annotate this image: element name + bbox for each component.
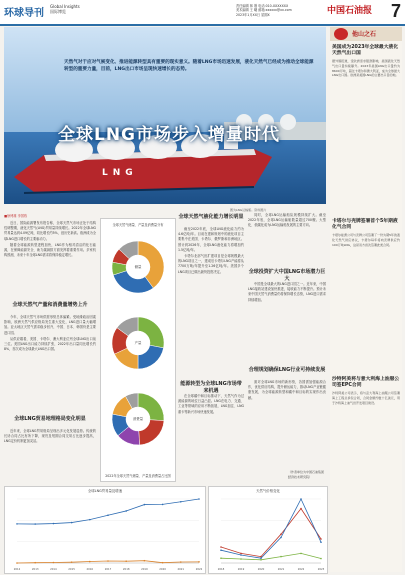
- x-tick-label: 2021: [177, 568, 185, 571]
- byline: ■徐博雄 李国栋: [4, 214, 28, 218]
- sidebar-banner: [330, 27, 402, 41]
- paragraph: 在全球碳中和目标推动下，天然气作为过渡能源的地位日益凸显。LNG在电力、交通、工业等领域的应用不断拓展，LNG加注、LNG重卡等新兴市场快速发展。: [178, 394, 244, 414]
- data-point: [180, 501, 182, 503]
- data-point: [280, 533, 282, 535]
- data-point: [260, 557, 262, 559]
- data-point: [198, 561, 200, 563]
- data-point: [300, 498, 302, 500]
- article-column-3c: [248, 380, 326, 402]
- article-column-1c: [4, 429, 96, 446]
- series-line: [221, 499, 321, 558]
- x-tick-label: 2018: [122, 568, 130, 571]
- paragraph: 近年来，全球LNG贸易格局呈现出多元化发展趋势。传统的长协合同占比有所下降，现货及短期合同交易占比逐步提高，LNG定价机制更加灵活。: [4, 429, 96, 444]
- paragraph: 同时，全球LNG运输船队规模持续扩大。截至2022年底，全球LNG运输船数量超过700艘。大型化、低碳化成为LNG运输船发展的主要方向。: [248, 213, 326, 228]
- series-line: [221, 553, 321, 559]
- pie-slice: [138, 317, 164, 348]
- pie-slice: [138, 345, 164, 369]
- page-header: [0, 0, 405, 26]
- article-column-1b: [4, 315, 96, 353]
- sidebar-banner-title: 他山之石: [352, 31, 377, 38]
- sidebar-headline: 美国成为2023年全球最大液化天然气出口国: [332, 45, 399, 56]
- subheading: 全球LNG贸易地理格局变化明显: [14, 416, 86, 422]
- data-point: [220, 546, 222, 548]
- article-column-2: [178, 227, 244, 276]
- series-line: [221, 509, 321, 557]
- x-tick-label: 2021: [277, 568, 285, 571]
- data-point: [320, 558, 322, 560]
- pie-panel-title: 全球天然气储量、产量及消费量分布: [112, 223, 164, 227]
- paragraph: 从供应端看，美国、卡塔尔、澳大利亚位列全球LNG出口前三位。美国LNG出口能力持续扩张，2022年出口量同比增长约8%，首次成为全球最大LNG出口国。: [4, 336, 96, 352]
- data-point: [71, 522, 73, 524]
- subheading: 全球天然气液化能力增长明显: [178, 214, 244, 220]
- data-point: [16, 562, 18, 564]
- data-point: [34, 562, 36, 564]
- article-column-3: [248, 213, 326, 230]
- chart-title: 天然气价格变化: [256, 489, 280, 493]
- photo-credit: 图为LNG运输船。资料图片: [230, 208, 267, 212]
- author-note: （作者单位为中国石油集团经济技术研究院）: [288, 470, 325, 479]
- chart-title: 全球LNG贸易量及增速: [87, 489, 123, 493]
- x-tick-label: 2019: [237, 568, 245, 571]
- data-point: [144, 560, 146, 562]
- paragraph: 随着全球能源转型进程加快，LNG作为相对清洁的化石能源，在保障能源安全、助力碳减排方面发挥着重要作用。多家机构预测，未来十年全球LNG需求将保持稳定增长。: [4, 242, 96, 258]
- x-tick-label: 2020: [257, 568, 265, 571]
- x-tick-label: 2016: [86, 568, 94, 571]
- data-point: [144, 504, 146, 506]
- lng-ship-illustration: [4, 27, 326, 204]
- sidebar-headline: 沙特阿美将与意大利海上油服公司签EPC合同: [332, 377, 400, 388]
- data-point: [125, 560, 127, 562]
- data-point: [300, 508, 302, 510]
- subheading: 全球天然气产量和消费量增势上升: [12, 302, 88, 308]
- article-column-3b: [248, 282, 326, 304]
- section-title: 环球导刊: [4, 8, 44, 19]
- sidebar-text: 卡塔尔能源公司与壳牌公司签署了一份为期5年的液化天然气供应协议，卡塔尔每年将向壳牌供应约100万吨LNG，这是双方首次签署此类合同。: [332, 233, 400, 247]
- trade-volume-chart: [5, 493, 205, 573]
- data-point: [89, 561, 91, 563]
- section-english-label: Global Insights: [50, 4, 80, 9]
- subheading: 合理规划确保LNG行业可持续发展: [248, 367, 326, 373]
- pie-charts: [101, 227, 175, 463]
- data-point: [180, 561, 182, 563]
- pie-chart-panel: [100, 218, 176, 482]
- data-point: [300, 553, 302, 555]
- page-number: 7: [390, 1, 401, 21]
- chart-panel-price: [208, 486, 328, 574]
- x-tick-label: 2022: [195, 568, 203, 571]
- data-point: [71, 561, 73, 563]
- data-point: [220, 557, 222, 559]
- data-point: [53, 523, 55, 525]
- data-point: [240, 554, 242, 556]
- paragraph: 截至2022年底，全球LNG液化能力约为4.6亿吨/年。目前在建和规划中的液化项目主要集中在美国、卡塔尔、俄罗斯和非洲地区。预计到2026年，全球LNG液化能力将增加约1.5亿吨/年。: [178, 227, 244, 252]
- designer-line: 美术编辑 王 曦 邮箱:xxxxxx@xx.com: [236, 8, 292, 13]
- pie-center-label: 产量: [134, 341, 142, 346]
- stone-logo-icon: [334, 28, 348, 40]
- sidebar-headline: 卡塔尔与壳牌签署首个5年期液化气合同: [332, 219, 398, 230]
- data-point: [220, 549, 222, 551]
- x-tick-label: 2020: [159, 568, 166, 571]
- data-point: [34, 523, 36, 525]
- x-tick-label: 2012: [13, 568, 21, 571]
- x-tick-label: 2023: [317, 568, 325, 571]
- data-point: [107, 514, 109, 516]
- x-tick-label: 2017: [104, 568, 112, 571]
- data-point: [320, 538, 322, 540]
- x-tick-label: 2013: [31, 568, 39, 571]
- hero-subtitle: 天然气对于应对气候变化、推进能源转型具有重要的现实意义。随着LNG市场迅速发展，液化天然气已经成为推动全球能源转型的重要力量，目前，LNG出口市场呈现快速增长的态势。: [64, 60, 314, 72]
- data-point: [89, 519, 91, 521]
- pie-slice: [139, 420, 164, 445]
- paragraph: 近日，国际能源署发布报告称，全球天然气市场正处于结构性调整期，液化天然气(LNG)贸易量持续增长。2022年全球LNG贸易量达到4.09亿吨，同比增长约5%，创历史新高。欧洲成为全球LNG进口增长的主要驱动力。: [4, 221, 96, 241]
- subheading: 全球投资扩大中国LNG市场潜力巨大: [248, 269, 326, 282]
- pie-center-label: 储量: [134, 265, 142, 270]
- data-point: [162, 562, 164, 564]
- data-point: [198, 498, 200, 500]
- hero-photo: [4, 27, 326, 204]
- data-point: [125, 510, 127, 512]
- headline: 全球LNG市场步入增量时代: [58, 125, 281, 145]
- x-tick-label: 2018: [217, 568, 225, 571]
- sidebar: [330, 27, 402, 572]
- ship-hull-label: LNG: [102, 168, 138, 178]
- section-subtitle: [50, 4, 80, 14]
- article-column-2b: [178, 394, 244, 416]
- subheading: 能源转型为全球LNG市场带来机遇: [180, 381, 242, 394]
- paragraph: 面对全球LNG市场的新形势，各国需加强能源合作，优化供应结构，提升储运能力，推动LNG产业链健康发展，为全球能源转型和碳中和目标的实现作出贡献。: [248, 380, 326, 400]
- price-chart: [209, 493, 327, 573]
- pie-slice: [113, 271, 153, 293]
- sidebar-text: 沙特阿美公司表示，将与意大利海上油服公司签署海上工程总承包合同，合同金额约数十亿美元，用于沙特海上油气田开发项目建设。: [332, 391, 400, 405]
- paragraph: 卡塔尔北部气田扩建项目是全球规模最大的LNG项目之一，建成后卡塔尔LNG产能将从7700万吨/年提升至1.26亿吨/年。美国多个LNG项目已做出最终投资决定。: [178, 254, 244, 274]
- issue-info: [236, 4, 326, 17]
- data-point: [107, 560, 109, 562]
- data-point: [280, 537, 282, 539]
- data-point: [162, 504, 164, 506]
- section-column-label: 国际博览: [50, 9, 66, 14]
- data-point: [280, 556, 282, 558]
- bottom-charts: [4, 486, 326, 572]
- editor-line: 责任编辑 林 刚 电话:010-XXXXXXX: [236, 4, 289, 8]
- x-tick-label: 2014: [50, 568, 57, 571]
- data-point: [240, 558, 242, 560]
- sidebar-text: 据外媒报道，受欧洲需求强劲影响，美国液化天然气出口量持续攀升。2023年美国LNG出口量约为8600万吨，超过卡塔尔和澳大利亚，成为全球最大LNG出口国。欧洲是美国LNG的主要出口目的地。: [332, 59, 400, 78]
- data-point: [53, 562, 55, 564]
- data-point: [260, 559, 262, 561]
- chart-panel-trade: [4, 486, 206, 574]
- pie-center-label: 消费量: [132, 417, 144, 422]
- newspaper-masthead: 中国石油报: [327, 6, 373, 16]
- date-line: 2023年1月XX日 星期X: [236, 12, 270, 17]
- x-tick-label: 2015: [68, 568, 75, 571]
- x-tick-label: 2019: [141, 568, 148, 571]
- data-point: [240, 553, 242, 555]
- data-point: [16, 523, 18, 525]
- article-column-1: [4, 221, 96, 259]
- paragraph: 今年，全球天然气市场供需形势总体偏紧。受地缘政治因素影响，欧洲天然气供应格局发生重大变化，LNG进口量大幅增加。亚太地区天然气需求稳步回升，中国、日本、韩国仍是主要进口国。: [4, 315, 96, 335]
- paragraph: 中国是全球最大的LNG进口国之一。近年来，中国LNG接收站建设加快推进，接收能力不断提升。预计未来中国天然气消费量仍将保持增长态势，LNG进口需求持续增加。: [248, 282, 326, 302]
- x-tick-label: 2022: [297, 568, 305, 571]
- data-point: [320, 541, 322, 543]
- pie-caption: 2022年全球天然气储量、产量及消费量占比图: [105, 474, 171, 478]
